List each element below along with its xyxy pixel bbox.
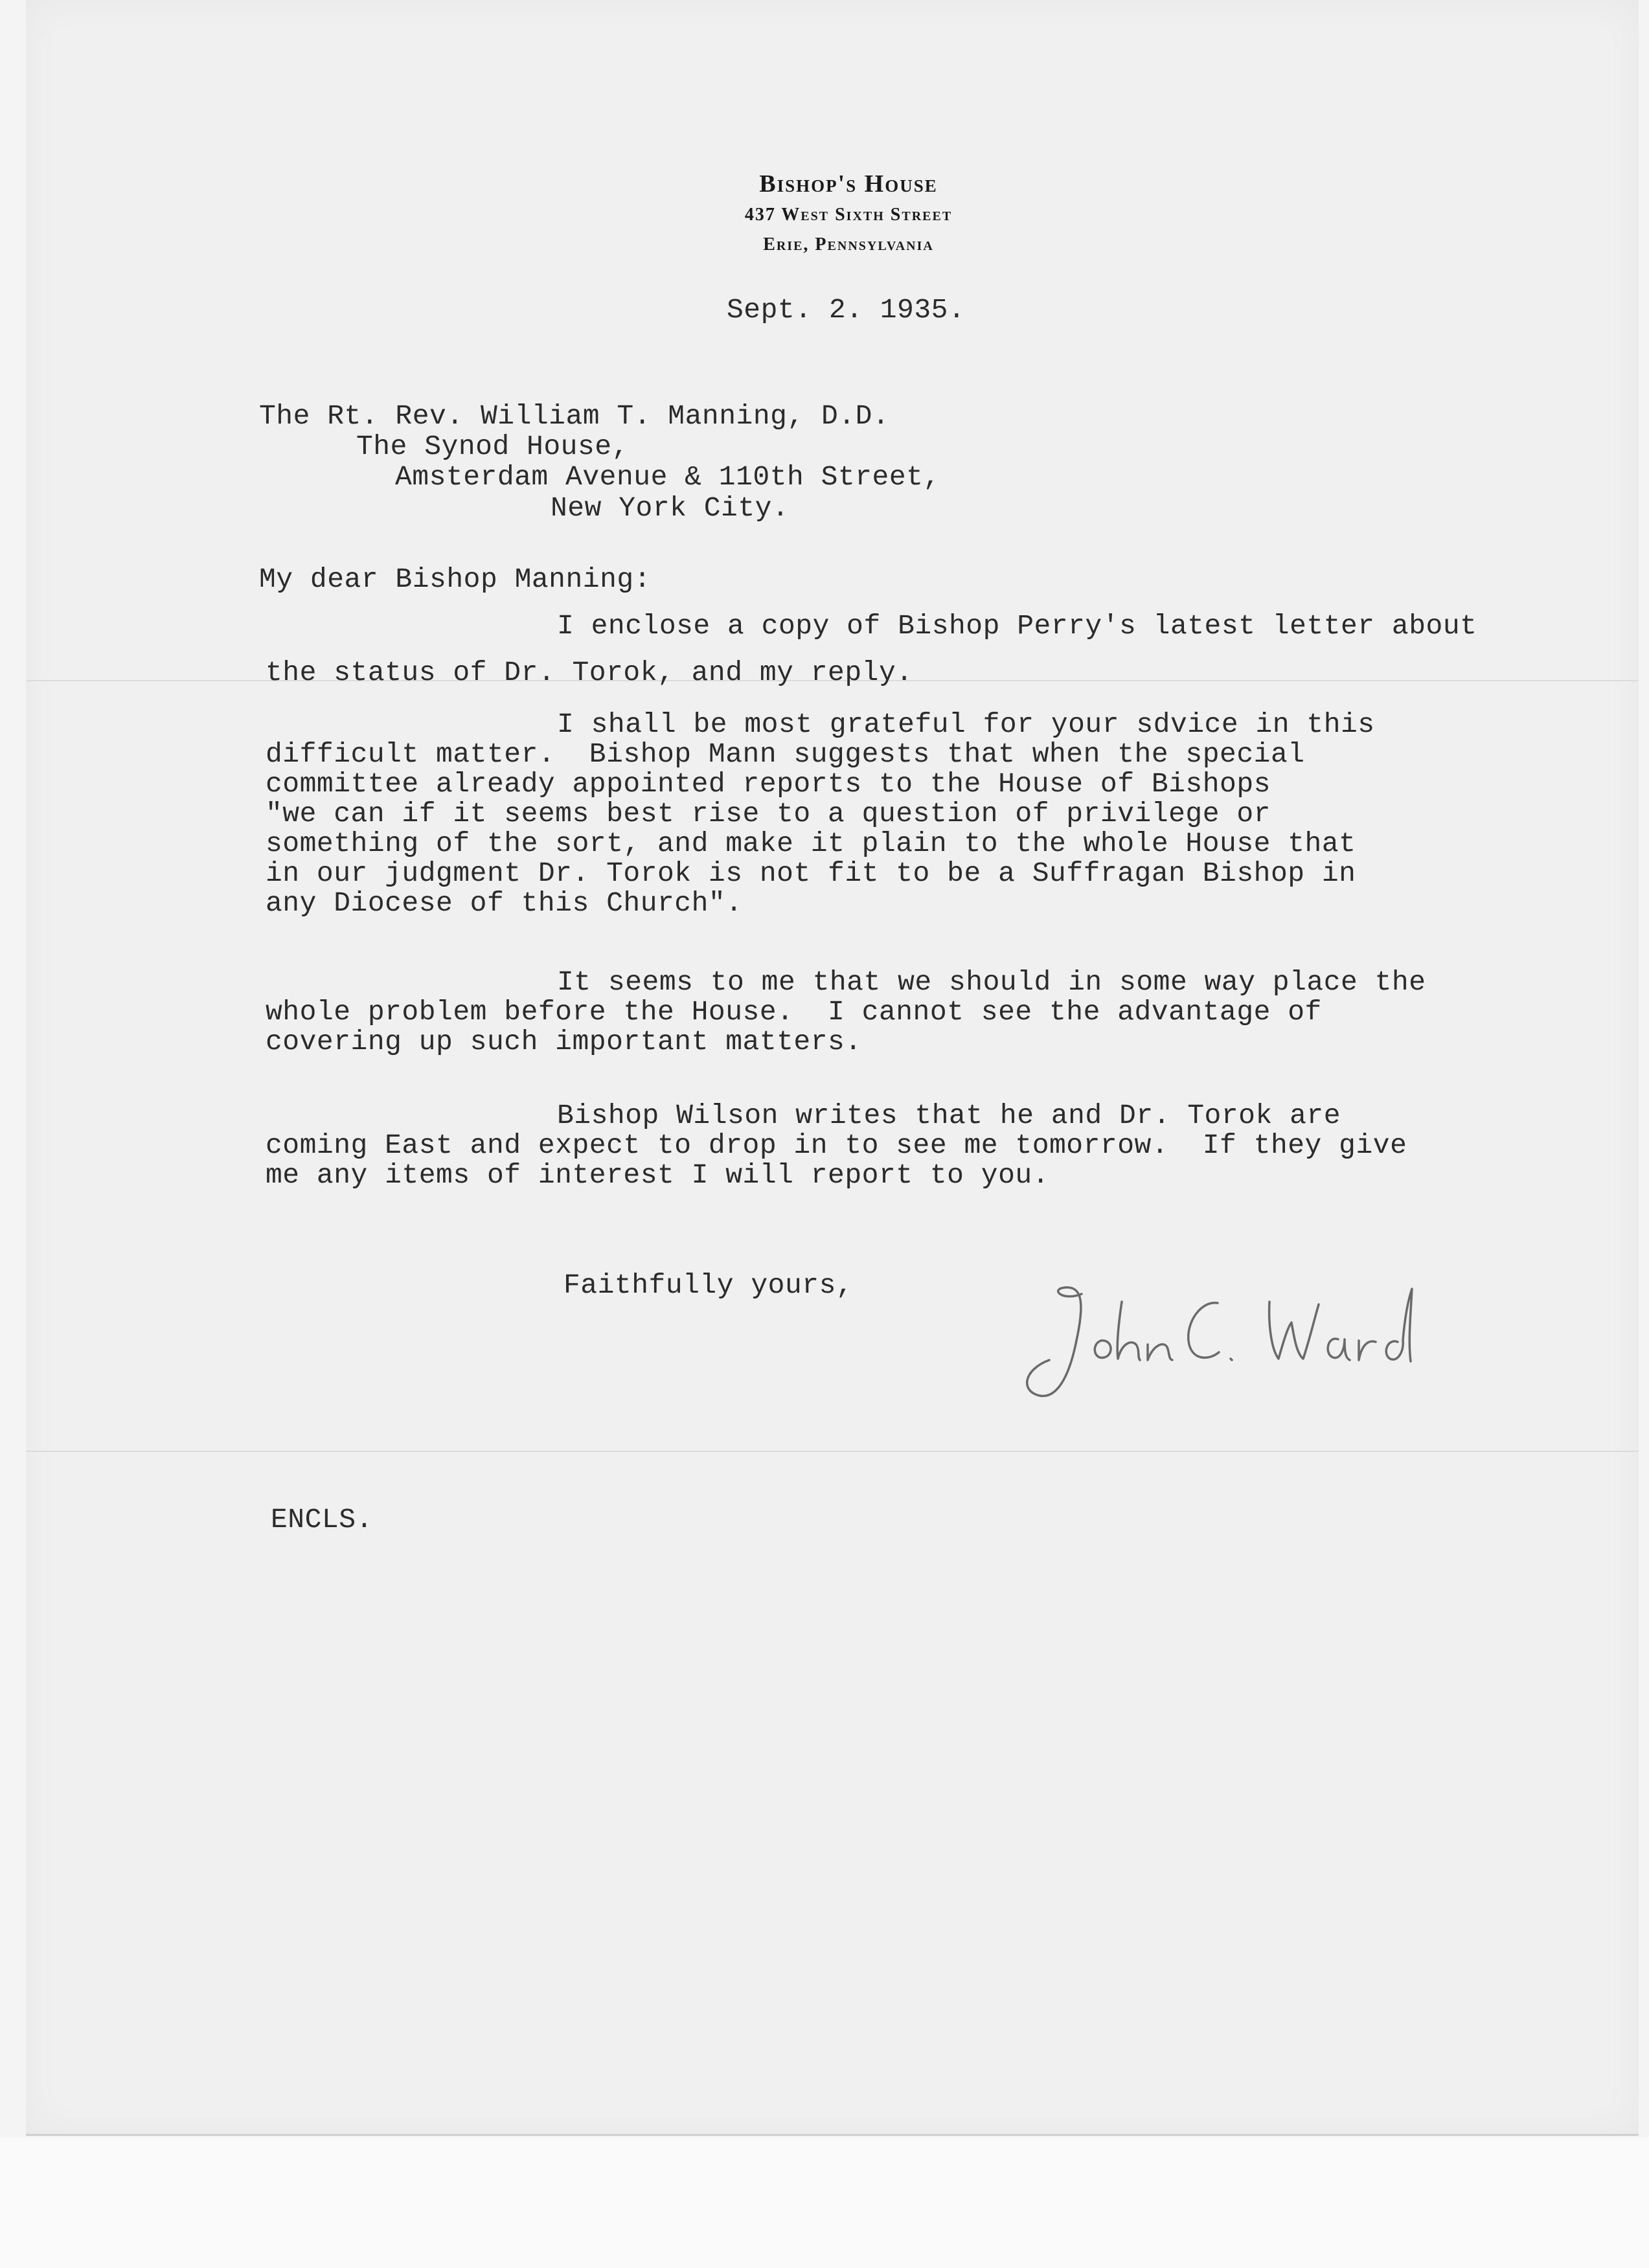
recipient-line: The Rt. Rev. William T. Manning, D.D.: [259, 400, 890, 432]
body-line: It seems to me that we should in some way place the: [557, 966, 1426, 998]
enclosure-note: ENCLS.: [271, 1504, 373, 1536]
body-line: coming East and expect to drop in to see me tomorrow. If they give: [266, 1129, 1407, 1161]
closing: Faithfully yours,: [563, 1269, 854, 1301]
body-line: any Diocese of this Church".: [266, 887, 743, 919]
letter-page: [26, 0, 1639, 2136]
letterhead-name: Bishop's House: [759, 170, 938, 198]
body-line: committee already appointed reports to the House of Bishops: [266, 768, 1271, 800]
body-line: me any items of interest I will report to you.: [266, 1159, 1049, 1191]
letterhead-city: Erie, Pennsylvania: [763, 234, 934, 255]
body-line: I shall be most grateful for your sdvice in this: [557, 709, 1375, 740]
body-line: in our judgment Dr. Torok is not fit to be a Suffragan Bishop in: [266, 857, 1356, 889]
body-line: covering up such important matters.: [266, 1026, 862, 1058]
salutation: My dear Bishop Manning:: [259, 563, 651, 595]
handwritten-signature: [1004, 1263, 1444, 1431]
body-line: "we can if it seems best rise to a question of privilege or: [266, 798, 1271, 830]
body-line: Bishop Wilson writes that he and Dr. Torok are: [557, 1100, 1341, 1131]
recipient-line: The Synod House,: [356, 431, 629, 462]
letterhead-street: 437 West Sixth Street: [744, 205, 953, 225]
paper-fold: [26, 1451, 1639, 1452]
body-line: I enclose a copy of Bishop Perry's latest letter about: [557, 610, 1477, 642]
recipient-line: Amsterdam Avenue & 110th Street,: [395, 461, 940, 493]
recipient-line: New York City.: [551, 492, 790, 524]
body-line: something of the sort, and make it plain to the whole House that: [266, 828, 1356, 859]
body-line: difficult matter. Bishop Mann suggests that when the special: [266, 738, 1305, 770]
body-line: whole problem before the House. I cannot see the advantage of: [266, 996, 1322, 1028]
letter-date: Sept. 2. 1935.: [727, 294, 966, 326]
scan-background: [0, 2137, 1649, 2268]
body-line: the status of Dr. Torok, and my reply.: [266, 657, 913, 688]
